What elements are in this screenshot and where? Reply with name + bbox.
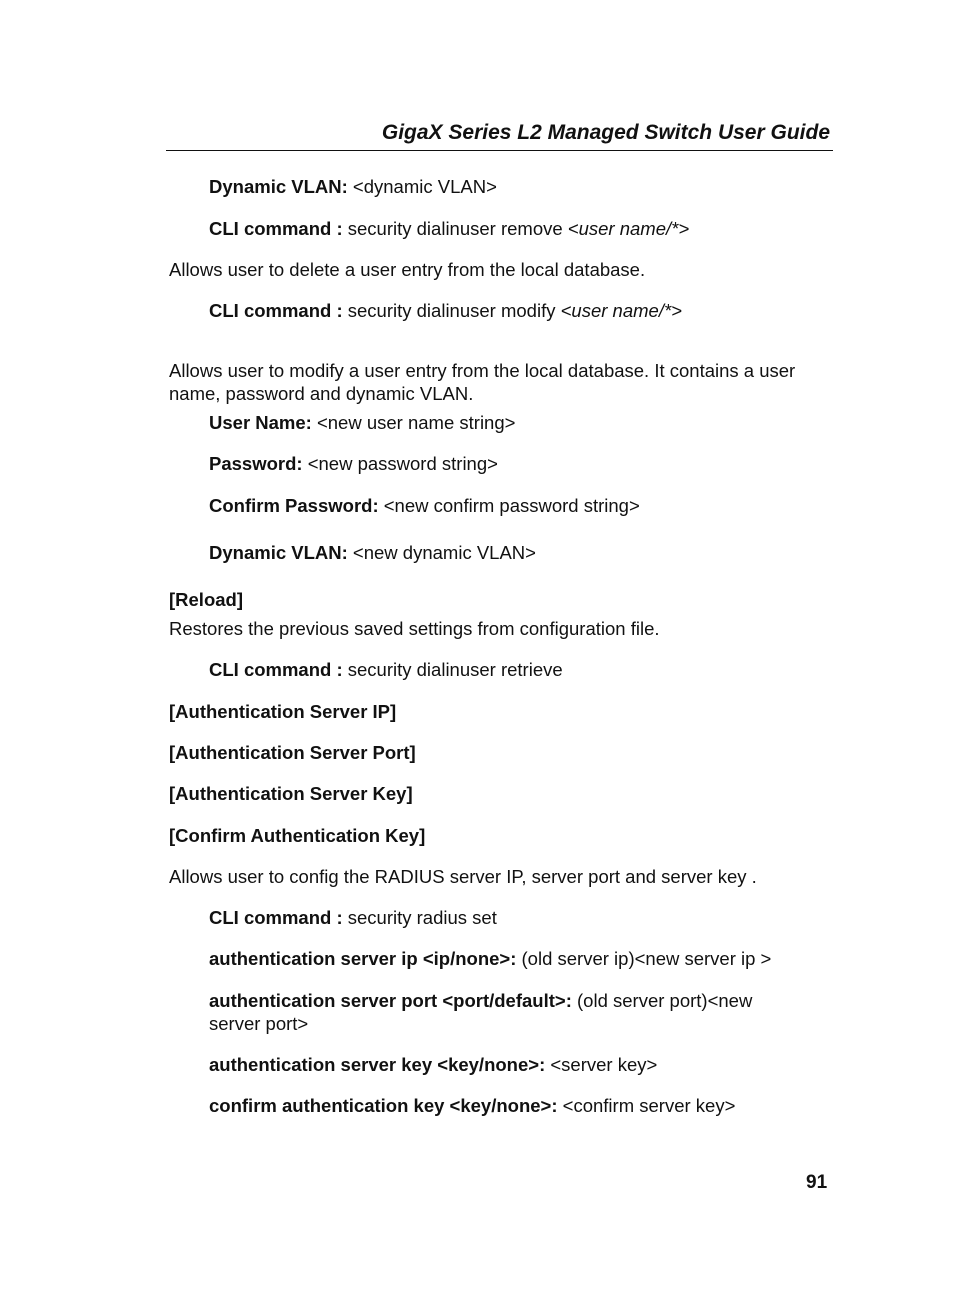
cli-command-retrieve	[209, 658, 563, 681]
cli-command-remove	[209, 217, 689, 240]
field-label: authentication server ip <ip/none>:	[209, 948, 517, 969]
command-text: security radius set	[342, 907, 497, 928]
field-label: CLI command :	[209, 659, 343, 680]
command-argument: <user name/*>	[567, 218, 690, 239]
field-value: <new confirm password string>	[378, 495, 640, 516]
user-name-line	[209, 411, 515, 434]
field-label: authentication server port <port/default>:	[209, 990, 572, 1011]
auth-server-ip-line	[209, 947, 771, 970]
field-label: CLI command :	[209, 300, 343, 321]
cli-command-modify	[209, 299, 682, 322]
field-value: <new password string>	[302, 453, 498, 474]
field-label: authentication server key <key/none>:	[209, 1054, 546, 1075]
field-label: Dynamic VLAN:	[209, 176, 348, 197]
field-value: <confirm server key>	[557, 1095, 736, 1116]
field-value: (old server port)<new server port>	[209, 990, 753, 1034]
auth-server-port-line	[209, 989, 799, 1035]
section-heading-auth-server-port: [Authentication Server Port]	[169, 742, 416, 763]
confirm-auth-key-line	[209, 1094, 735, 1117]
document-title: GigaX Series L2 Managed Switch User Guide	[381, 121, 830, 144]
command-text: security dialinuser modify	[342, 300, 561, 321]
paragraph-radius-config: Allows user to config the RADIUS server IP, server port and server key .	[169, 866, 757, 887]
cli-command-radius-set	[209, 906, 497, 929]
new-dynamic-vlan-line	[209, 541, 536, 564]
command-argument: <user name/*>	[560, 300, 682, 321]
command-text: security dialinuser retrieve	[342, 659, 563, 680]
confirm-password-line	[209, 494, 640, 517]
password-line	[209, 452, 498, 475]
section-heading-reload: [Reload]	[169, 589, 243, 610]
field-label: Dynamic VLAN:	[209, 542, 348, 563]
section-heading-auth-server-key: [Authentication Server Key]	[169, 783, 413, 804]
field-label: confirm authentication key <key/none>:	[209, 1095, 558, 1116]
dynamic-vlan-line	[209, 175, 497, 198]
field-label: Password:	[209, 453, 303, 474]
page-number: 91	[806, 1172, 828, 1193]
auth-server-key-line	[209, 1053, 657, 1076]
field-label: CLI command :	[209, 218, 343, 239]
field-value: <new dynamic VLAN>	[347, 542, 536, 563]
paragraph-reload: Restores the previous saved settings from configuration file.	[169, 618, 660, 639]
field-value: (old server ip)<new server ip >	[516, 948, 772, 969]
command-text: security dialinuser remove	[342, 218, 568, 239]
field-value: <dynamic VLAN>	[347, 176, 497, 197]
field-value: <server key>	[545, 1054, 658, 1075]
field-label: CLI command :	[209, 907, 343, 928]
section-heading-confirm-auth-key: [Confirm Authentication Key]	[169, 825, 426, 846]
field-label: User Name:	[209, 412, 312, 433]
field-value: <new user name string>	[311, 412, 516, 433]
paragraph-delete-user: Allows user to delete a user entry from the local database.	[169, 259, 646, 280]
section-heading-auth-server-ip: [Authentication Server IP]	[169, 701, 397, 722]
header-divider	[166, 150, 833, 151]
field-label: Confirm Password:	[209, 495, 379, 516]
paragraph-modify-user: Allows user to modify a user entry from the local database. It contains a user name, password and dynamic VLAN.	[169, 360, 796, 404]
